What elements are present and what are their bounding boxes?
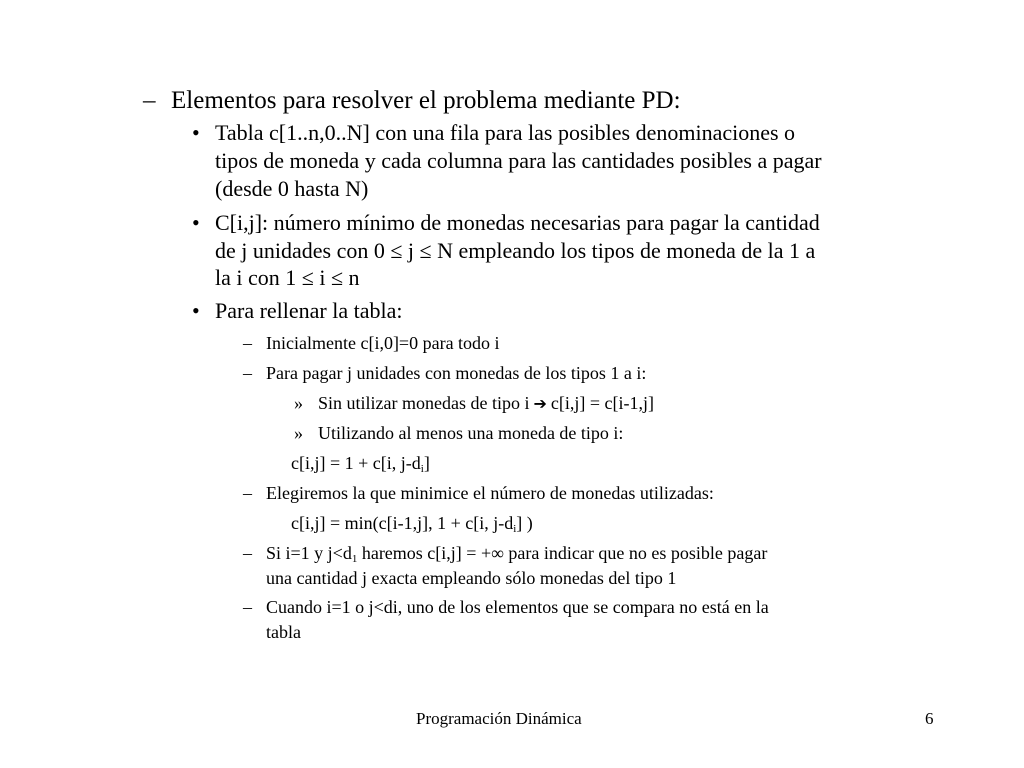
subitem-cuando-line-1: Cuando i=1 o j<di, uno de los elementos que se compara no está en la [266,597,769,617]
bullet-tabla-line-3: (desde 0 hasta N) [215,176,369,201]
sin-utilizar-formula: c[i,j] = c[i-1,j] [550,393,654,413]
subitem-cuando-line-2: tabla [266,622,301,642]
dash-marker: – [243,363,252,383]
dash-marker: – [243,483,252,503]
bullet-cij-line-2: de j unidades con 0 ≤ j ≤ N empleando los tipos de moneda de la 1 a [215,238,816,263]
bullet-marker: • [192,210,200,235]
bullet-tabla-line-2: tipos de moneda y cada columna para las cantidades posibles a pagar [215,148,822,173]
formula-utilizando-main: c[i,j] = 1 + c[i, j-d [291,453,421,473]
bullet-tabla-line-1: Tabla c[1..n,0..N] con una fila para las posibles denominaciones o [215,120,796,145]
formula-utilizando-subscript: i [420,463,424,475]
subitem-si-line-1 [266,543,768,565]
formula-utilizando [291,453,430,475]
si-line-1-end: haremos c[i,j] = +∞ para indicar que no es posible pagar [357,543,768,563]
bullet-marker: • [192,298,200,323]
dash-marker: – [243,543,252,563]
formula-utilizando-end: ] [423,453,430,473]
level1-heading: Elementos para resolver el problema mediante PD: [171,87,681,114]
si-line-1-start: Si i=1 y j<d [266,543,352,563]
subitem-inicialmente: Inicialmente c[i,0]=0 para todo i [266,333,500,353]
dash-marker: – [243,333,252,353]
si-line-1-subscript: 1 [351,553,358,565]
subitem-para-pagar: Para pagar j unidades con monedas de los tipos 1 a i: [266,363,647,383]
subitem-si-line-2: una cantidad j exacta empleando sólo monedas del tipo 1 [266,568,677,588]
subitem-utilizando: Utilizando al menos una moneda de tipo i: [318,423,624,443]
subitem-sin-utilizar [318,394,654,412]
bullet-marker: • [192,120,200,145]
level1-dash-marker: – [143,87,156,114]
formula-minimo-subscript: i [513,523,517,535]
formula-minimo-main: c[i,j] = min(c[i-1,j], 1 + c[i, j-d [291,513,514,533]
bullet-cij-line-3: la i con 1 ≤ i ≤ n [215,265,360,290]
dash-marker: – [243,597,252,617]
footer-title: Programación Dinámica [416,709,582,728]
page-number: 6 [925,709,934,728]
guillemet-marker: » [294,423,303,443]
subitem-elegiremos: Elegiremos la que minimice el número de monedas utilizadas: [266,483,714,503]
formula-minimo-end: ] ) [516,513,533,533]
right-arrow-icon: ➔ [533,394,547,413]
bullet-rellenar: Para rellenar la tabla: [215,298,403,323]
sin-utilizar-text: Sin utilizar monedas de tipo i [318,393,530,413]
bullet-cij-line-1: C[i,j]: número mínimo de monedas necesarias para pagar la cantidad [215,210,820,235]
formula-minimo [291,513,533,535]
guillemet-marker: » [294,393,303,413]
